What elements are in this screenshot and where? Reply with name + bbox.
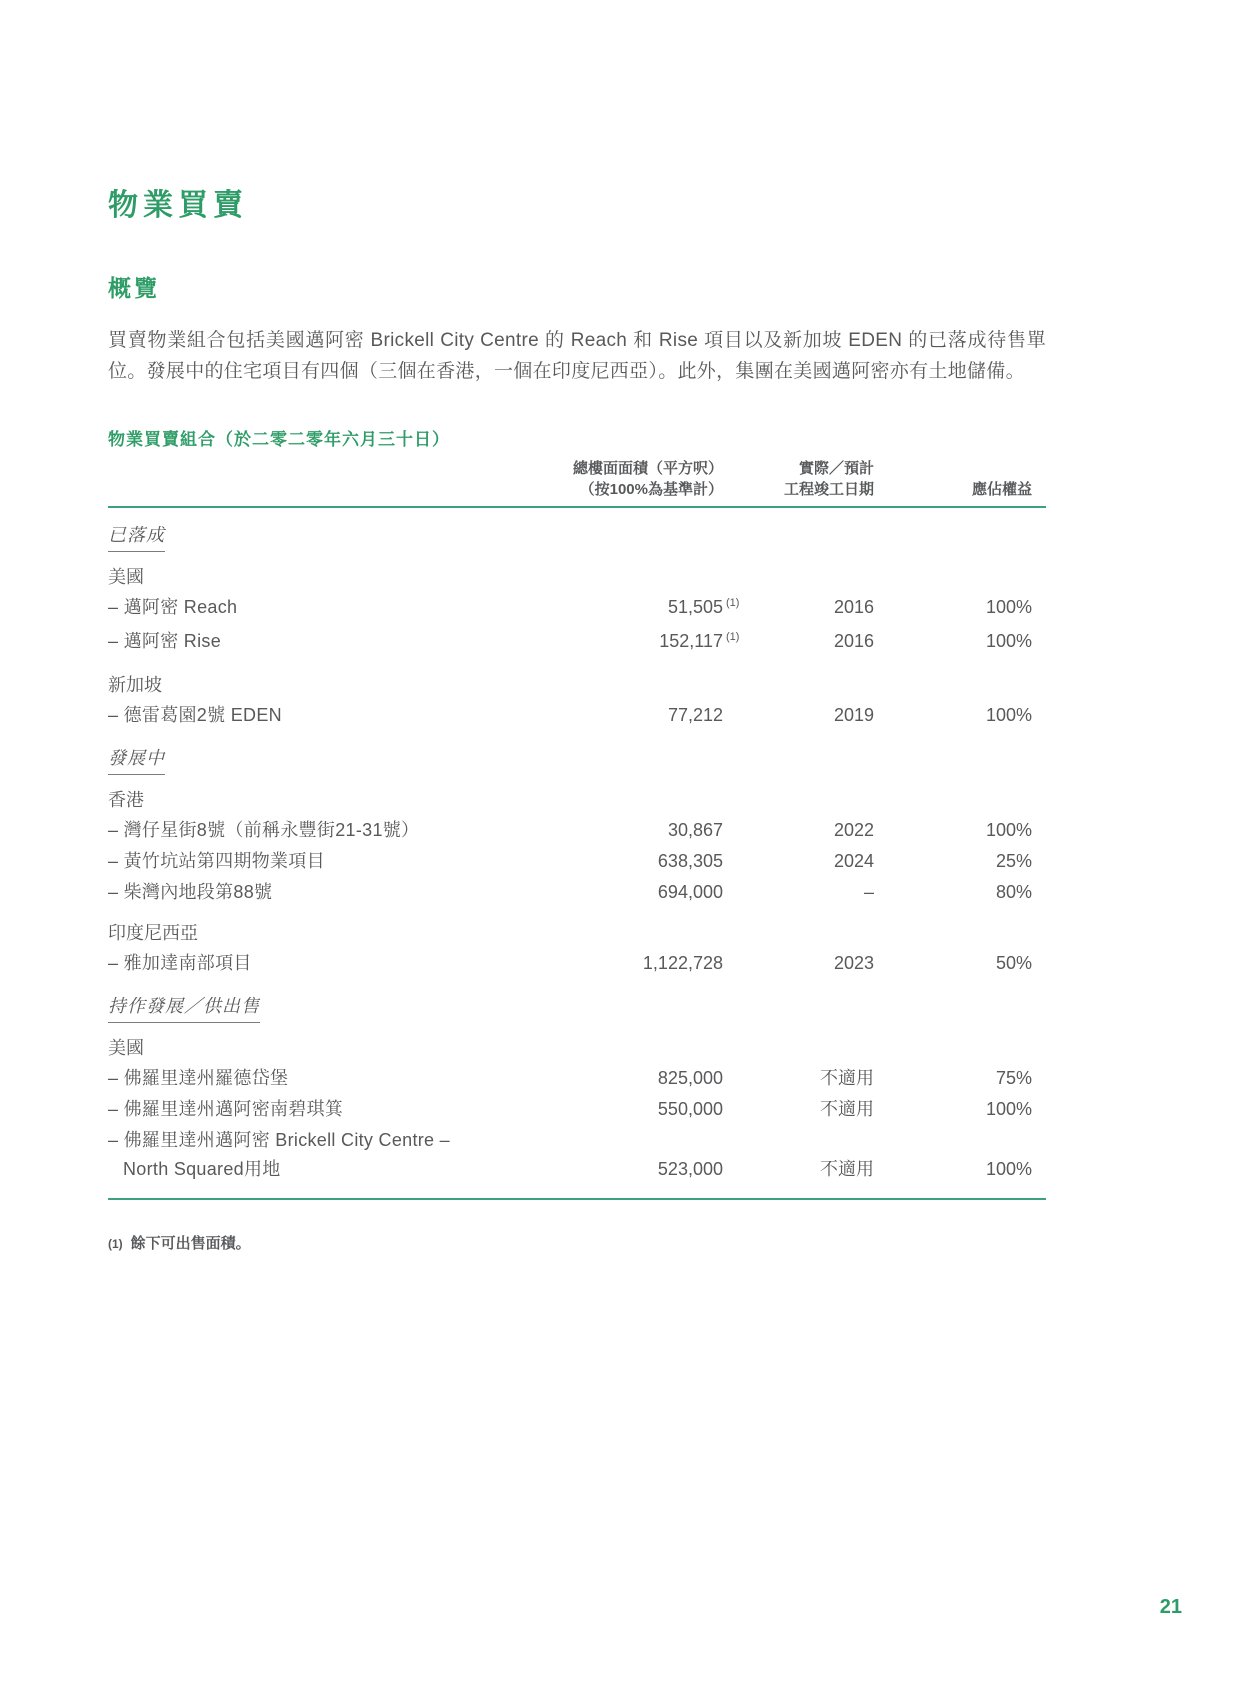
- cell-gfa: [516, 949, 723, 978]
- completion-date-value: 不適用: [820, 1068, 874, 1088]
- property-name-line2: North Squared用地: [123, 1159, 281, 1179]
- table-row-region: [108, 563, 1046, 592]
- table-row-item: [108, 1063, 1046, 1094]
- cell-property-name: [108, 593, 516, 622]
- property-name: – 邁阿密 Rise: [108, 631, 222, 651]
- gfa-value: 523,000: [657, 1159, 723, 1179]
- completion-date-value: 2016: [833, 631, 874, 651]
- cell-property-name: [108, 949, 516, 978]
- cell-equity: [874, 816, 1046, 845]
- region-label: 美國: [108, 1038, 144, 1058]
- page-content: [108, 0, 1046, 1253]
- header-gfa-line1: 總樓面面積（平方呎）: [572, 460, 723, 477]
- cell-gfa: [516, 701, 723, 730]
- cell-property-name: [108, 1064, 516, 1093]
- cell-completion-date: [723, 816, 874, 845]
- header-gfa-line2: （按100%為基準計）: [579, 481, 723, 498]
- cell-property-name: [108, 1095, 516, 1124]
- table-title: 物業買賣組合（於二零二零年六月三十日）: [108, 430, 450, 449]
- footnote-text: 餘下可出售面積。: [130, 1235, 251, 1252]
- header-spacer: [108, 458, 516, 479]
- table-row-item: [108, 626, 1046, 660]
- table-row-item: [108, 592, 1046, 626]
- completion-date-value: 2019: [833, 705, 874, 725]
- table-header: [108, 458, 1046, 508]
- cell-gfa: [516, 816, 723, 845]
- property-name: – 柴灣內地段第88號: [108, 882, 273, 902]
- cell-completion-date: [723, 593, 874, 622]
- header-equity: 應佔權益: [971, 481, 1032, 498]
- gfa-value: 694,000: [657, 882, 723, 902]
- cell-completion-date: [723, 1095, 874, 1124]
- overview-paragraph: 買賣物業組合包括美國邁阿密 Brickell City Centre 的 Reach 和 Rise 項目以及新加坡 EDEN 的已落成待售單位。發展中的住宅項目有四個（三個在香港，一個在印度尼西亞）。此外，集團在美國邁阿密亦有土地儲備。: [108, 330, 1046, 382]
- table-row-item: [108, 700, 1046, 731]
- completion-date-value: 2016: [833, 597, 874, 617]
- table-row-section: [108, 522, 1046, 552]
- cell-equity: [874, 847, 1046, 876]
- cell-completion-date: [723, 878, 874, 907]
- region-label: 印度尼西亞: [108, 923, 198, 943]
- overview-heading: 概覽: [108, 275, 160, 301]
- cell-property-name: [108, 878, 516, 907]
- gfa-value: 30,867: [667, 820, 723, 840]
- header-spacer: [108, 479, 516, 500]
- cell-equity: [874, 878, 1046, 907]
- equity-value: 25%: [995, 851, 1032, 871]
- cell-equity: [874, 949, 1046, 978]
- cell-gfa: [516, 847, 723, 876]
- equity-value: 80%: [995, 882, 1032, 902]
- cell-equity: [874, 627, 1046, 656]
- cell-property-name: [108, 627, 516, 656]
- gfa-value: 825,000: [657, 1068, 723, 1088]
- completion-date-value: 2022: [833, 820, 874, 840]
- region-label: 新加坡: [108, 675, 162, 695]
- completion-date-value: 2024: [833, 851, 874, 871]
- table-header-row-2: [108, 479, 1046, 500]
- cell-gfa: [516, 1095, 723, 1124]
- cell-completion-date: [723, 949, 874, 978]
- page-title: 物業買賣: [108, 189, 248, 222]
- table-row-region: [108, 919, 1046, 948]
- header-spacer: [874, 458, 1046, 479]
- property-name: – 德雷葛園2號 EDEN: [108, 705, 282, 725]
- equity-value: 75%: [995, 1068, 1032, 1088]
- cell-property-name: [108, 1126, 516, 1184]
- footnote-marker: (1): [108, 1237, 123, 1251]
- section-header-label: 持作發展／供出售: [108, 993, 260, 1023]
- cell-equity: [874, 593, 1046, 622]
- table-header-row-1: [108, 458, 1046, 479]
- gfa-value: 550,000: [657, 1099, 723, 1119]
- cell-equity: [874, 1155, 1046, 1184]
- table-row-region: [108, 786, 1046, 815]
- table-row-item: [108, 1125, 1046, 1185]
- property-name: – 邁阿密 Reach: [108, 597, 238, 617]
- table-row-item: [108, 815, 1046, 846]
- equity-value: 100%: [985, 1099, 1032, 1119]
- gfa-value: 638,305: [657, 851, 723, 871]
- table-row-section: [108, 993, 1046, 1023]
- table-row-item: [108, 846, 1046, 877]
- gfa-value: 1,122,728: [642, 953, 723, 973]
- completion-date-value: 2023: [833, 953, 874, 973]
- section-header-label: 發展中: [108, 745, 165, 775]
- cell-property-name: [108, 816, 516, 845]
- cell-completion-date: [723, 701, 874, 730]
- completion-date-value: 不適用: [820, 1099, 874, 1119]
- footnote: [108, 1232, 1046, 1253]
- completion-date-value: –: [863, 882, 874, 902]
- table-row-item: [108, 877, 1046, 908]
- table-row-region: [108, 671, 1046, 700]
- cell-property-name: [108, 701, 516, 730]
- cell-gfa: 51,505 (1): [667, 597, 740, 617]
- table-row-region: [108, 1034, 1046, 1063]
- property-name: – 佛羅里達州羅德岱堡: [108, 1068, 289, 1088]
- table-bottom-rule: [108, 1198, 1046, 1200]
- completion-date-value: 不適用: [820, 1159, 874, 1179]
- property-portfolio-table: [108, 458, 1046, 1200]
- cell-completion-date: [723, 1155, 874, 1184]
- section-header-label: 已落成: [108, 522, 165, 552]
- cell-gfa: [516, 1064, 723, 1093]
- equity-value: 50%: [995, 953, 1032, 973]
- region-label: 美國: [108, 567, 144, 587]
- table-body: [108, 522, 1046, 1185]
- region-label: 香港: [108, 790, 144, 810]
- cell-equity: [874, 701, 1046, 730]
- property-name: – 黃竹坑站第四期物業項目: [108, 851, 325, 871]
- table-row-section: [108, 745, 1046, 775]
- cell-gfa: [516, 878, 723, 907]
- cell-gfa: 152,117 (1): [659, 631, 740, 651]
- equity-value: 100%: [985, 631, 1032, 651]
- gfa-value: 51,505: [667, 597, 723, 617]
- gfa-value: 152,117: [659, 631, 723, 651]
- gfa-value: 77,212: [667, 705, 723, 725]
- cell-equity: [874, 1064, 1046, 1093]
- equity-value: 100%: [985, 820, 1032, 840]
- equity-value: 100%: [985, 1159, 1032, 1179]
- cell-equity: [874, 1095, 1046, 1124]
- table-row-item: [108, 1094, 1046, 1125]
- header-date-line2: 工程竣工日期: [783, 481, 874, 498]
- property-name: – 佛羅里達州邁阿密南碧琪箕: [108, 1099, 344, 1119]
- page-number: 21: [1159, 1596, 1182, 1618]
- cell-property-name: [108, 847, 516, 876]
- cell-completion-date: [723, 847, 874, 876]
- property-name: – 灣仔星街8號（前稱永豐街21-31號）: [108, 820, 420, 840]
- header-date-line1: 實際／預計: [798, 460, 874, 477]
- cell-gfa: [516, 1155, 723, 1184]
- cell-completion-date: [723, 1064, 874, 1093]
- equity-value: 100%: [985, 597, 1032, 617]
- cell-completion-date: [723, 627, 874, 656]
- property-name-line1: – 佛羅里達州邁阿密 Brickell City Centre –: [108, 1130, 450, 1150]
- equity-value: 100%: [985, 705, 1032, 725]
- table-row-item: [108, 948, 1046, 979]
- property-name: – 雅加達南部項目: [108, 953, 252, 973]
